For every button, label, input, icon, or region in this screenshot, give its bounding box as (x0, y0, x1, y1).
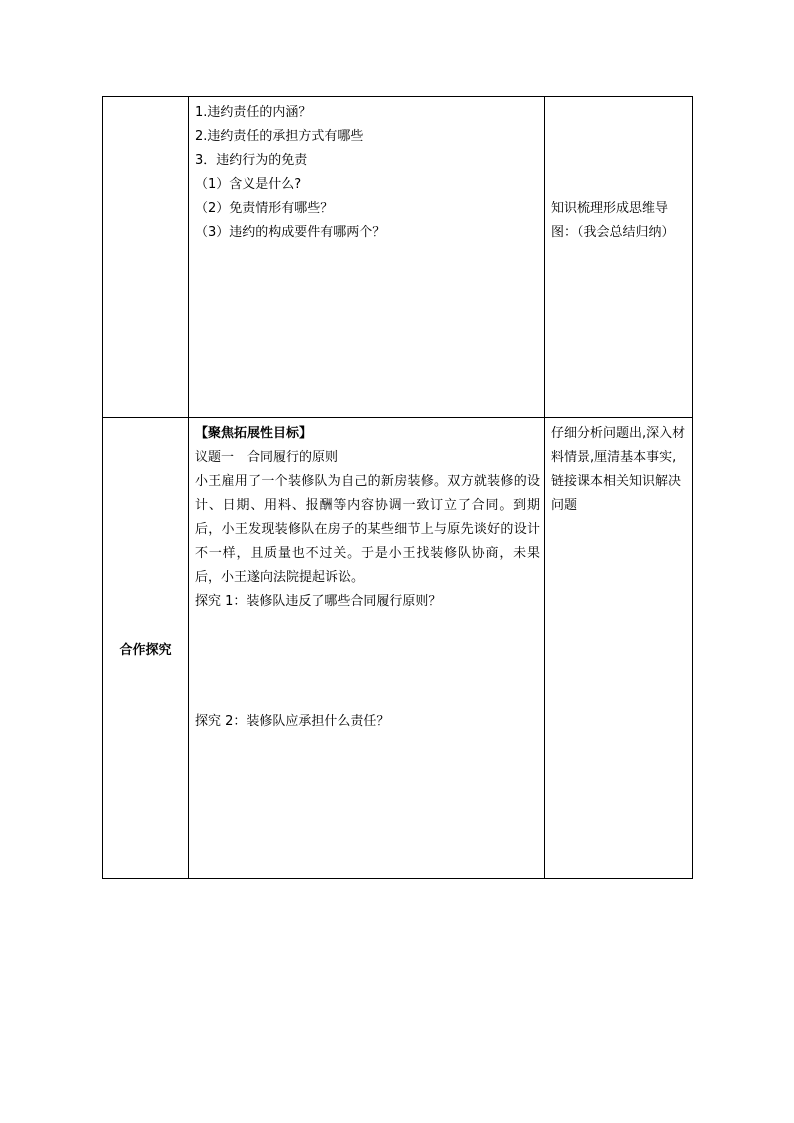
question-item: （3）违约的构成要件有哪两个？ (195, 225, 386, 240)
case-text: 小王雇用了一个装修队为自己的新房装修。双方就装修的设计、日期、用料、报酬等内容协调一致订立了合同。到期后，小王发现装修队在房子的某些细节上与原先谈好的设计不一样，且质量也不过关。于是小王找装修队协商，未果后，小王遂向法院提起诉讼。 (195, 474, 540, 585)
question-item: 1.违约责任的内涵？ (195, 105, 312, 120)
inquiry-question-1: 探究 1：装修队违反了哪些合同履行原则？ (195, 594, 442, 609)
question-item: 3．违约行为的免责 (195, 153, 308, 168)
lesson-plan-table (102, 96, 693, 879)
question-item: 2.违约责任的承担方式有哪些 (195, 129, 364, 144)
answer-space (195, 614, 540, 710)
question-item: （2）免责情形有哪些？ (195, 201, 334, 216)
question-item: （1）含义是什么? (195, 177, 302, 192)
row1-questions-cell (189, 97, 545, 418)
table-row (103, 418, 693, 879)
row1-label-cell (103, 97, 189, 418)
table-row (103, 97, 693, 418)
mind-map-note: 知识梳理形成思维导图：（我会总结归纳） (551, 201, 675, 240)
row2-content-cell (189, 418, 545, 879)
section-label-cooperative-inquiry: 合作探究 (103, 418, 189, 879)
row1-note-cell (545, 97, 693, 418)
row2-note-cell (545, 418, 693, 879)
analysis-note: 仔细分析问题出,深入材料情景,厘清基本事实,链接课本相关知识解决问题 (551, 426, 686, 513)
extension-goal-heading: 【聚焦拓展性目标】 (195, 426, 313, 441)
inquiry-question-2: 探究 2：装修队应承担什么责任？ (195, 714, 390, 729)
topic-title: 议题一 合同履行的原则 (195, 450, 339, 465)
